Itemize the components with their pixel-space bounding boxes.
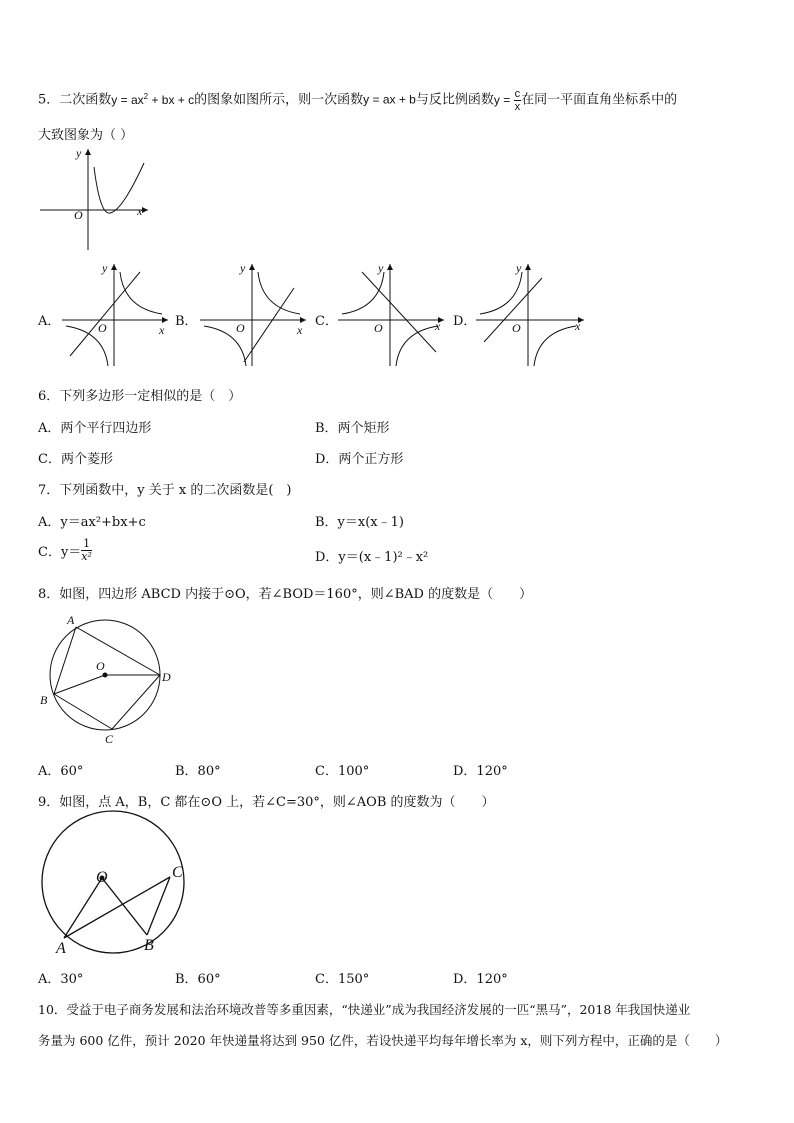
q9-label-c: C [172, 864, 183, 881]
q8-circle-diagram [36, 610, 186, 750]
q6-option-b[interactable]: B．两个矩形 [315, 421, 390, 436]
q6-option-c[interactable]: C．两个菱形 [38, 452, 113, 467]
q7-option-b[interactable]: B．y＝x(x﹣1) [315, 515, 404, 530]
q8-option-a[interactable]: A．60° [38, 764, 84, 779]
q5-number: 5． [38, 92, 60, 108]
svg-text:y: y [102, 261, 108, 275]
q9-label-a: A [56, 940, 66, 957]
q8-stem: 8．如图，四边形 ABCD 内接于⊙O，若∠BOD＝160°，则∠BAD 的度数是（ ） [38, 587, 533, 602]
q10-stem-line2: 务量为 600 亿件，预计 2020 年快递量将达到 950 亿件，若设快递平均每年增长率为 x，则下列方程中，正确的是（ ） [38, 1033, 728, 1048]
q5-y-label: y [76, 146, 82, 160]
q5-text-1: 二次函数 [59, 92, 112, 108]
q8-label-c: C [105, 732, 114, 746]
q5-text-3: 与反比例函数 [415, 92, 494, 108]
q9-label-b: B [144, 937, 154, 954]
q7-option-d[interactable]: D．y＝(x﹣1)²﹣x² [315, 550, 429, 565]
q5-option-a-graph [62, 258, 172, 368]
q8-option-c[interactable]: C．100° [315, 764, 370, 779]
q5-text-4: 在同一平面直角坐标系中的 [521, 92, 678, 108]
q5-option-b-label[interactable]: B． [175, 314, 198, 329]
svg-text:y: y [240, 261, 246, 275]
q7-option-c[interactable]: C．y＝ $\frac{1}{\text{x²}}$ [38, 537, 92, 563]
q5-formula-linear: y = ax + b [363, 92, 416, 107]
q9-option-c[interactable]: C．150° [315, 972, 370, 987]
q5-formula-inverse: y = $\frac{c}{x}$ [493, 88, 521, 113]
q5-x-label: x [137, 204, 143, 218]
q5-parabola-graph [36, 145, 156, 255]
svg-text:x: x [159, 323, 165, 337]
q5-formula-quadratic: $y = ax^2$ + bx + c [111, 91, 195, 107]
q8-label-o: O [96, 659, 105, 673]
q8-option-b[interactable]: B．80° [175, 764, 221, 779]
q6-stem: 6．下列多边形一定相似的是（ ） [38, 389, 242, 404]
svg-text:x: x [575, 319, 581, 333]
svg-text:O: O [98, 321, 107, 335]
svg-text:O: O [512, 321, 521, 335]
q8-label-d: D [162, 670, 171, 684]
q8-option-d[interactable]: D．120° [453, 764, 508, 779]
q5-origin-label: O [74, 208, 83, 222]
svg-text:x: x [297, 323, 303, 337]
svg-text:y: y [378, 261, 384, 275]
q5-option-d-label[interactable]: D． [453, 314, 477, 329]
q5-option-c-graph [338, 258, 448, 368]
q6-option-d[interactable]: D．两个正方形 [315, 452, 404, 467]
q5-option-d-graph [476, 258, 588, 368]
q9-stem: 9．如图，点 A，B，C 都在⊙O 上，若∠C=30°，则∠AOB 的度数为（ ） [38, 795, 495, 810]
q7-stem: 7．下列函数中，y 关于 x 的二次函数是( ) [38, 483, 292, 498]
svg-text:O: O [374, 321, 383, 335]
q6-option-a[interactable]: A．两个平行四边形 [38, 421, 152, 436]
q9-circle-diagram [36, 815, 196, 955]
q5-text-2: 的图象如图所示，则一次函数 [194, 92, 364, 108]
svg-text:y: y [516, 261, 522, 275]
q8-label-b: B [40, 693, 48, 707]
q5-option-a-label[interactable]: A． [38, 314, 61, 329]
q10-stem-line1: 10．受益于电子商务发展和法治环境改普等多重因素，“快递业”成为我国经济发展的一匹“黑马”，2018 年我国快递业 [38, 1002, 691, 1017]
svg-text:O: O [236, 321, 245, 335]
q5-stem-line1 [38, 88, 677, 113]
q9-option-b[interactable]: B．60° [175, 972, 221, 987]
q9-label-o: O [96, 869, 108, 886]
q9-option-a[interactable]: A．30° [38, 972, 84, 987]
q7-option-a[interactable]: A．y＝ax²+bx+c [38, 515, 146, 530]
q8-label-a: A [67, 613, 75, 627]
q9-option-d[interactable]: D．120° [453, 972, 508, 987]
q5-option-b-graph [200, 258, 310, 368]
svg-text:x: x [435, 319, 441, 333]
q5-option-c-label[interactable]: C． [315, 314, 338, 329]
q5-stem-line2: 大致图象为（ ） [38, 128, 134, 143]
